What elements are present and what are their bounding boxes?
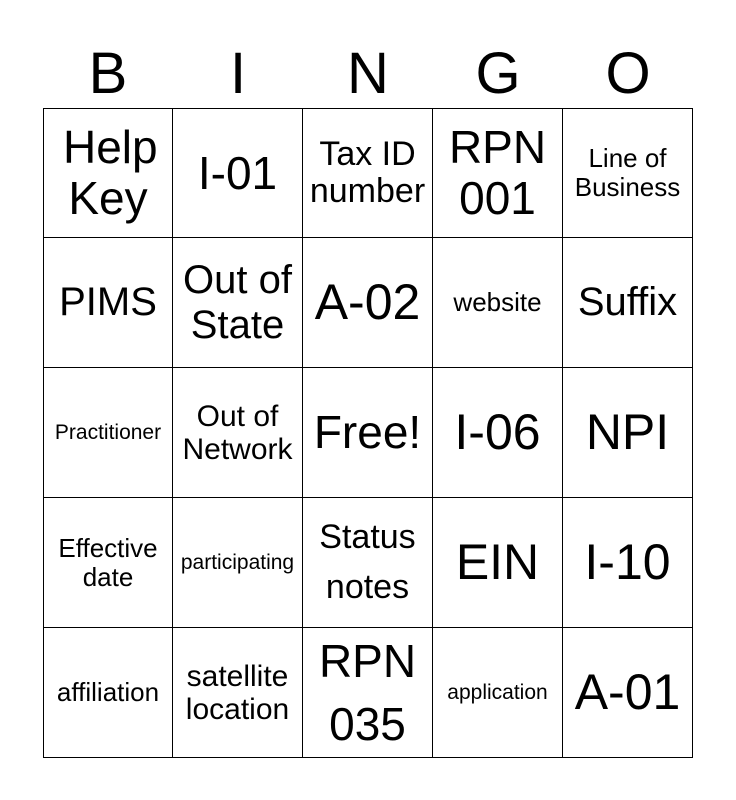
cell-text: RPN 035 [318, 635, 417, 750]
bingo-cell[interactable] [43, 368, 173, 498]
header-letter-i: I [229, 41, 247, 106]
header-letter-g: G [475, 41, 521, 106]
bingo-cell[interactable] [173, 108, 303, 238]
header-letter-o: O [605, 41, 651, 106]
cell-text: I-10 [584, 534, 671, 590]
header-letter-b: B [88, 41, 128, 106]
bingo-cell[interactable] [563, 498, 693, 628]
bingo-cell[interactable] [433, 108, 563, 238]
cell-text: I-06 [454, 404, 541, 460]
bingo-card [43, 108, 693, 756]
bingo-cell[interactable] [563, 108, 693, 238]
bingo-cell[interactable] [173, 628, 303, 758]
cell-text: affiliation [56, 677, 160, 708]
cell-text: participating [180, 550, 295, 574]
bingo-cell[interactable] [303, 368, 433, 498]
bingo-cell[interactable] [303, 628, 433, 758]
bingo-cell[interactable] [173, 368, 303, 498]
bingo-cell[interactable] [43, 498, 173, 628]
cell-text: Out of Network [182, 399, 293, 466]
bingo-cell[interactable] [173, 498, 303, 628]
cell-text: Status notes [319, 518, 416, 606]
cell-text: RPN 001 [448, 121, 547, 224]
cell-text: NPI [585, 404, 670, 460]
cell-text: satellite location [185, 659, 290, 726]
bingo-header [43, 40, 693, 108]
cell-text: application [447, 680, 548, 704]
bingo-cell[interactable] [303, 498, 433, 628]
bingo-cell[interactable] [43, 108, 173, 238]
cell-text: Out of State [183, 257, 292, 347]
cell-text: I-01 [197, 146, 278, 199]
cell-text: EIN [455, 534, 540, 590]
cell-text: Free! [313, 406, 422, 459]
bingo-cell[interactable] [433, 368, 563, 498]
bingo-cell[interactable] [563, 628, 693, 758]
bingo-cell[interactable] [433, 238, 563, 368]
bingo-cell[interactable] [433, 628, 563, 758]
bingo-cell[interactable] [43, 628, 173, 758]
header-letter-n: N [347, 41, 389, 106]
bingo-cell[interactable] [43, 238, 173, 368]
bingo-cell[interactable] [433, 498, 563, 628]
bingo-cell[interactable] [563, 238, 693, 368]
cell-text: Practitioner [54, 420, 162, 444]
bingo-cell[interactable] [563, 368, 693, 498]
cell-text: website [453, 287, 542, 318]
bingo-cell[interactable] [303, 238, 433, 368]
cell-text: Help Key [63, 121, 158, 224]
bingo-cell[interactable] [303, 108, 433, 238]
cell-text: PIMS [59, 280, 157, 325]
cell-text: A-01 [574, 664, 681, 720]
cell-text: Suffix [577, 280, 678, 325]
cell-text: Tax ID number [309, 134, 426, 210]
cell-text: A-02 [314, 274, 421, 330]
cell-text: Effective date [58, 532, 158, 592]
bingo-cell[interactable] [173, 238, 303, 368]
cell-text: Line of Business [574, 143, 681, 202]
